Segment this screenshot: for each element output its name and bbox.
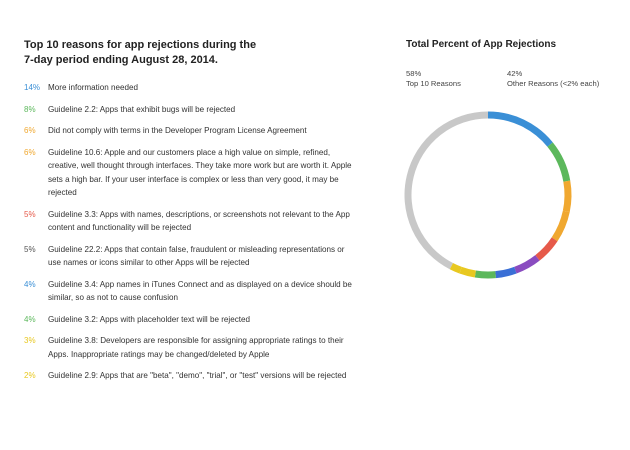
reason-item [24, 103, 364, 117]
donut-slice [550, 145, 567, 182]
legend-top-reasons [406, 69, 461, 89]
reason-item [24, 124, 364, 138]
donut-slice [408, 115, 488, 266]
donut-slice [515, 258, 537, 270]
reason-percent: 2% [24, 371, 36, 380]
reason-percent: 6% [24, 126, 36, 135]
reason-percent: 14% [24, 83, 41, 92]
donut-chart [398, 105, 578, 285]
legend-other-label: Other Reasons (<2% each) [507, 79, 600, 88]
donut-slice [555, 211, 567, 239]
donut-slice [537, 239, 554, 258]
reason-item [24, 313, 364, 327]
reason-text: Guideline 10.6: Apple and our customers place a high value on simple, refined, creative, well thought through interfaces. They take more work but are worth it. Apple sets a high bar. If your user interface is complex or less than very good, it may be rejected [48, 147, 352, 197]
totals-panel [406, 38, 616, 97]
reason-percent: 4% [24, 314, 36, 324]
reasons-panel [24, 38, 364, 391]
chart-title: Total Percent of App Rejections [406, 39, 557, 50]
reason-percent: 3% [24, 336, 36, 345]
reason-text: Guideline 3.8: Developers are responsible for assigning appropriate ratings to their Apps. Inappropriate ratings may be changed/deleted by Apple [48, 336, 344, 359]
reason-item [24, 334, 364, 361]
legend-other-percent: 42% [507, 69, 523, 78]
reason-item [24, 243, 364, 270]
reason-list [24, 81, 364, 383]
reason-text: Guideline 3.2: Apps with placeholder text will be rejected [48, 314, 251, 324]
reason-text: Guideline 3.4: App names in iTunes Connect and as displayed on a device should be similar, so as not to cause confusion [48, 279, 352, 302]
reason-item [24, 369, 364, 383]
reason-item [24, 146, 364, 200]
reason-text: Did not comply with terms in the Developer Program License Agreement [48, 126, 307, 135]
reason-text: Guideline 2.9: Apps that are "beta", "demo", "trial", or "test" versions will be rejected [48, 371, 347, 380]
legend-other-reasons [507, 69, 599, 89]
reason-item [24, 81, 364, 95]
legend-top-percent: 58% [406, 69, 422, 78]
donut-slices [408, 115, 568, 275]
donut-slice [496, 270, 516, 274]
reason-text: Guideline 22.2: Apps that contain false, fraudulent or misleading representations or use names or icons similar to other Apps will be rejected [48, 244, 345, 267]
reason-percent: 5% [24, 209, 36, 219]
reason-item [24, 278, 364, 305]
reasons-title-line2: 7-day period ending August 28, 2014. [24, 54, 218, 66]
reason-text: Guideline 3.3: Apps with names, descriptions, or screenshots not relevant to the App content and functionality will be rejected [48, 209, 350, 232]
reason-text: Guideline 2.2: Apps that exhibit bugs will be rejected [48, 104, 236, 114]
reasons-title [24, 38, 364, 68]
donut-slice [461, 270, 476, 274]
donut-slice [488, 115, 550, 145]
reason-percent: 5% [24, 244, 36, 254]
reason-percent: 4% [24, 279, 36, 289]
chart-legend [406, 69, 616, 97]
reason-item [24, 208, 364, 235]
reason-text: More information needed [48, 83, 138, 92]
reason-percent: 8% [24, 104, 36, 114]
donut-slice [566, 181, 568, 211]
donut-slice [475, 274, 495, 275]
reason-percent: 6% [24, 147, 36, 157]
legend-top-label: Top 10 Reasons [406, 79, 461, 88]
donut-slice [451, 266, 460, 270]
reasons-title-line1: Top 10 reasons for app rejections during the [24, 39, 257, 51]
